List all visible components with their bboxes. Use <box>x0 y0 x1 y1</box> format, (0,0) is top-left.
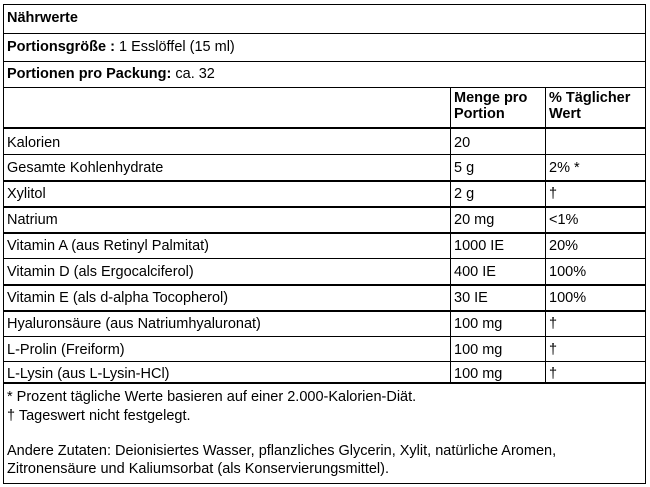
row-name: Vitamin A (aus Retinyl Palmitat) <box>7 238 210 254</box>
column-header-daily-value: % Täglicher Wert <box>549 90 631 122</box>
row-daily-value: 100% <box>549 290 587 306</box>
panel-title: Nährwerte <box>7 10 78 26</box>
row-name: L-Lysin (aus L-Lysin-HCl) <box>7 366 170 382</box>
servings-value: ca. 32 <box>175 66 215 82</box>
row-name: Vitamin E (als d-alpha Tocopherol) <box>7 290 229 306</box>
row-name: Hyaluronsäure (aus Natriumhyaluronat) <box>7 316 261 332</box>
column-header-amount: Menge pro Portion <box>454 90 528 122</box>
row-daily-value: † <box>549 316 558 332</box>
row-amount: 1000 IE <box>454 238 504 254</box>
row-name: L-Prolin (Freiform) <box>7 342 125 358</box>
row-amount: 20 <box>454 135 471 151</box>
row-daily-value: 20% <box>549 238 579 254</box>
column-separator <box>545 88 546 382</box>
divider <box>4 127 645 129</box>
serving-size-label: Portionsgröße : <box>7 39 115 55</box>
row-daily-value: † <box>549 186 558 202</box>
row-name: Natrium <box>7 212 58 228</box>
row-amount: 100 mg <box>454 366 503 382</box>
divider <box>4 61 645 62</box>
row-amount: 2 g <box>454 186 475 202</box>
row-daily-value: † <box>549 342 558 358</box>
row-name: Xylitol <box>7 186 46 202</box>
divider <box>4 258 645 259</box>
divider <box>4 154 645 155</box>
divider <box>4 33 645 34</box>
divider <box>4 284 645 286</box>
divider <box>4 361 645 362</box>
row-amount: 400 IE <box>454 264 496 280</box>
divider <box>4 336 645 337</box>
divider <box>4 87 645 88</box>
divider <box>4 310 645 312</box>
row-daily-value: † <box>549 366 558 382</box>
percent-footnote: * Prozent tägliche Werte basieren auf einer 2.000-Kalorien-Diät. <box>7 389 417 405</box>
row-amount: 100 mg <box>454 342 503 358</box>
row-amount: 30 IE <box>454 290 488 306</box>
row-daily-value: 100% <box>549 264 587 280</box>
row-name: Kalorien <box>7 135 61 151</box>
row-amount: 5 g <box>454 160 475 176</box>
row-name: Vitamin D (als Ergocalciferol) <box>7 264 194 280</box>
dagger-footnote: † Tageswert nicht festgelegt. <box>7 408 191 424</box>
column-separator <box>450 88 451 382</box>
row-daily-value: 2% * <box>549 160 580 176</box>
row-name: Gesamte Kohlenhydrate <box>7 160 164 176</box>
servings-per-container <box>7 66 215 83</box>
divider <box>4 206 645 208</box>
divider <box>4 180 645 182</box>
row-amount: 100 mg <box>454 316 503 332</box>
serving-size <box>7 39 235 56</box>
row-daily-value: <1% <box>549 212 579 228</box>
divider <box>4 382 645 384</box>
row-amount: 20 mg <box>454 212 495 228</box>
divider <box>4 232 645 234</box>
ingredients-line-1: Andere Zutaten: Deionisiertes Wasser, pflanzliches Glycerin, Xylit, natürliche Aromen, <box>7 443 557 459</box>
serving-size-value: 1 Esslöffel (15 ml) <box>118 39 235 55</box>
servings-label: Portionen pro Packung: <box>7 66 172 82</box>
ingredients-line-2: Zitronensäure und Kaliumsorbat (als Konservierungsmittel). <box>7 461 390 477</box>
nutrition-facts-panel <box>3 4 646 484</box>
